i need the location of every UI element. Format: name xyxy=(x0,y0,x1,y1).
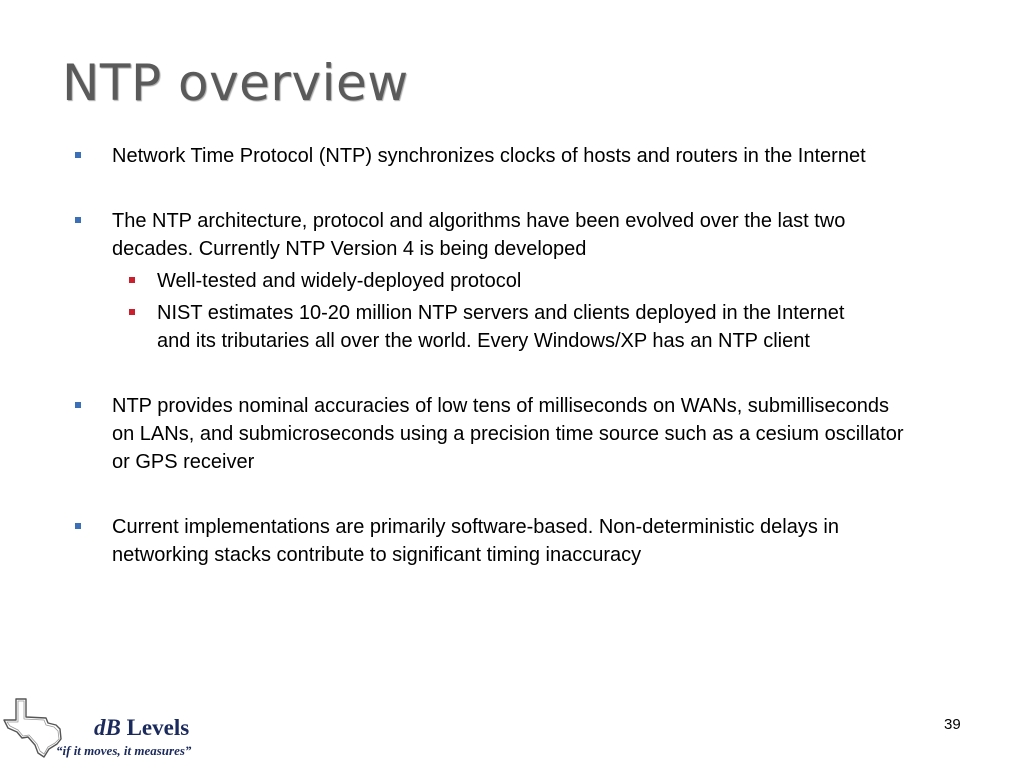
bullet-text: The NTP architecture, protocol and algorithms have been evolved over the last two decades. Currently NTP Version 4 is being developed xyxy=(112,210,846,260)
sub-bullet-item xyxy=(112,299,932,355)
sub-bullet-text: NIST estimates 10-20 million NTP servers and clients deployed in the Internet and its tributaries all over the world. Every Windows/XP has an NTP client xyxy=(157,302,845,352)
square-bullet-icon xyxy=(129,277,135,283)
logo-name-prefix: dB xyxy=(94,715,121,740)
sub-bullet-list xyxy=(112,267,932,355)
bullet-item xyxy=(72,207,932,355)
logo-tagline: “if it moves, it measures” xyxy=(56,743,192,758)
bullet-item xyxy=(72,392,932,476)
bullet-text: NTP provides nominal accuracies of low tens of milliseconds on WANs, submilliseconds on LANs, and submicroseconds using a precision time source such as a cesium oscillator or GPS receiver xyxy=(112,395,904,473)
bullet-item xyxy=(72,513,932,569)
sub-bullet-text: Well-tested and widely-deployed protocol xyxy=(157,270,522,292)
square-bullet-icon xyxy=(75,217,81,223)
bullet-list xyxy=(72,142,932,569)
company-logo xyxy=(2,697,202,763)
square-bullet-icon xyxy=(129,309,135,315)
slide-title: NTP overview xyxy=(62,54,409,112)
bullet-text: Network Time Protocol (NTP) synchronizes clocks of hosts and routers in the Internet xyxy=(112,145,866,167)
sub-bullet-item xyxy=(112,267,932,295)
bullet-text: Current implementations are primarily software-based. Non-deterministic delays in networking stacks contribute to significant timing inaccuracy xyxy=(112,516,839,566)
square-bullet-icon xyxy=(75,523,81,529)
page-number: 39 xyxy=(944,716,961,733)
square-bullet-icon xyxy=(75,152,81,158)
logo-name-suffix: Levels xyxy=(120,715,190,740)
bullet-item xyxy=(72,142,932,170)
square-bullet-icon xyxy=(75,402,81,408)
logo-name xyxy=(94,715,189,741)
